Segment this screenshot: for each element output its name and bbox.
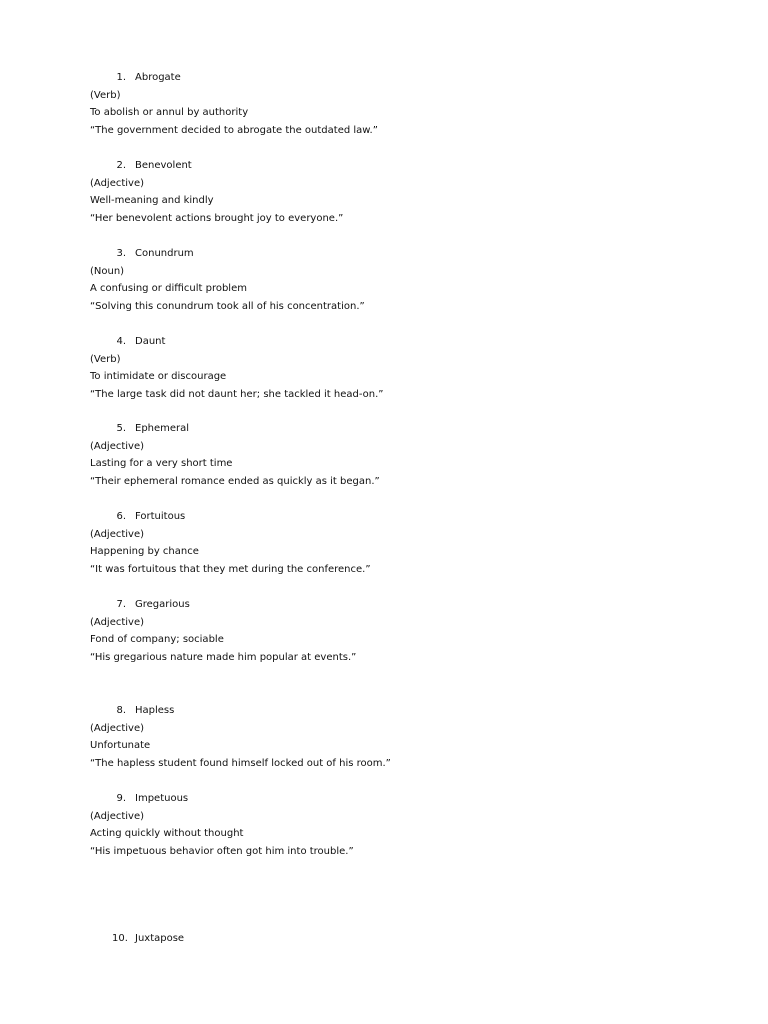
entry-number: 5. (116, 423, 126, 434)
entry-example: “The hapless student found himself locked out of his room.” (90, 757, 391, 769)
entry-word: Hapless (135, 705, 175, 716)
entry-part-of-speech: (Adjective) (90, 810, 145, 822)
entry-definition: To abolish or annul by authority (90, 107, 249, 118)
entry-word: Abrogate (135, 72, 181, 83)
entry-definition: A confusing or difficult problem (90, 283, 247, 294)
entry-example: “Her benevolent actions brought joy to everyone.” (90, 212, 344, 224)
entry-definition: Happening by chance (90, 546, 199, 557)
entry-word: Gregarious (135, 599, 190, 610)
entry-number: 2. (116, 160, 126, 171)
entry-part-of-speech: (Adjective) (90, 722, 145, 734)
entry-word: Daunt (135, 336, 166, 347)
entry-example: “The government decided to abrogate the outdated law.” (90, 124, 378, 136)
entry-number: 3. (116, 248, 126, 259)
entry-word: Ephemeral (135, 423, 190, 434)
entry-example: “Their ephemeral romance ended as quickly as it began.” (90, 475, 380, 487)
entry-number: 1. (116, 72, 126, 83)
entry-number: 7. (116, 599, 126, 610)
entry-number: 10. (112, 933, 128, 944)
entry-example: “The large task did not daunt her; she tackled it head-on.” (90, 388, 384, 400)
entry-part-of-speech: (Verb) (90, 89, 121, 101)
entry-definition: Unfortunate (90, 740, 151, 751)
entry-part-of-speech: (Noun) (90, 265, 125, 277)
entry-word: Benevolent (135, 160, 192, 171)
entry-number: 8. (116, 705, 126, 716)
entry-example: “His gregarious nature made him popular at events.” (90, 651, 357, 663)
entry-definition: Lasting for a very short time (90, 458, 233, 469)
entry-part-of-speech: (Verb) (90, 353, 121, 365)
entry-definition: Fond of company; sociable (90, 634, 224, 645)
entry-part-of-speech: (Adjective) (90, 440, 145, 452)
entry-example: “Solving this conundrum took all of his concentration.” (90, 300, 365, 312)
entry-example: “It was fortuitous that they met during the conference.” (90, 563, 371, 575)
entry-example: “His impetuous behavior often got him into trouble.” (90, 845, 354, 857)
entry-definition: To intimidate or discourage (90, 371, 227, 382)
entry-number: 4. (116, 336, 126, 347)
entry-definition: Acting quickly without thought (90, 828, 244, 839)
entry-part-of-speech: (Adjective) (90, 528, 145, 540)
entry-word: Conundrum (135, 248, 194, 259)
entry-part-of-speech: (Adjective) (90, 177, 145, 189)
entry-part-of-speech: (Adjective) (90, 616, 145, 628)
entry-word: Impetuous (135, 793, 189, 804)
entry-definition: Well-meaning and kindly (90, 195, 214, 206)
entry-number: 9. (116, 793, 126, 804)
entry-word: Fortuitous (135, 511, 186, 522)
entry-word: Juxtapose (135, 933, 185, 944)
entry-number: 6. (116, 511, 126, 522)
